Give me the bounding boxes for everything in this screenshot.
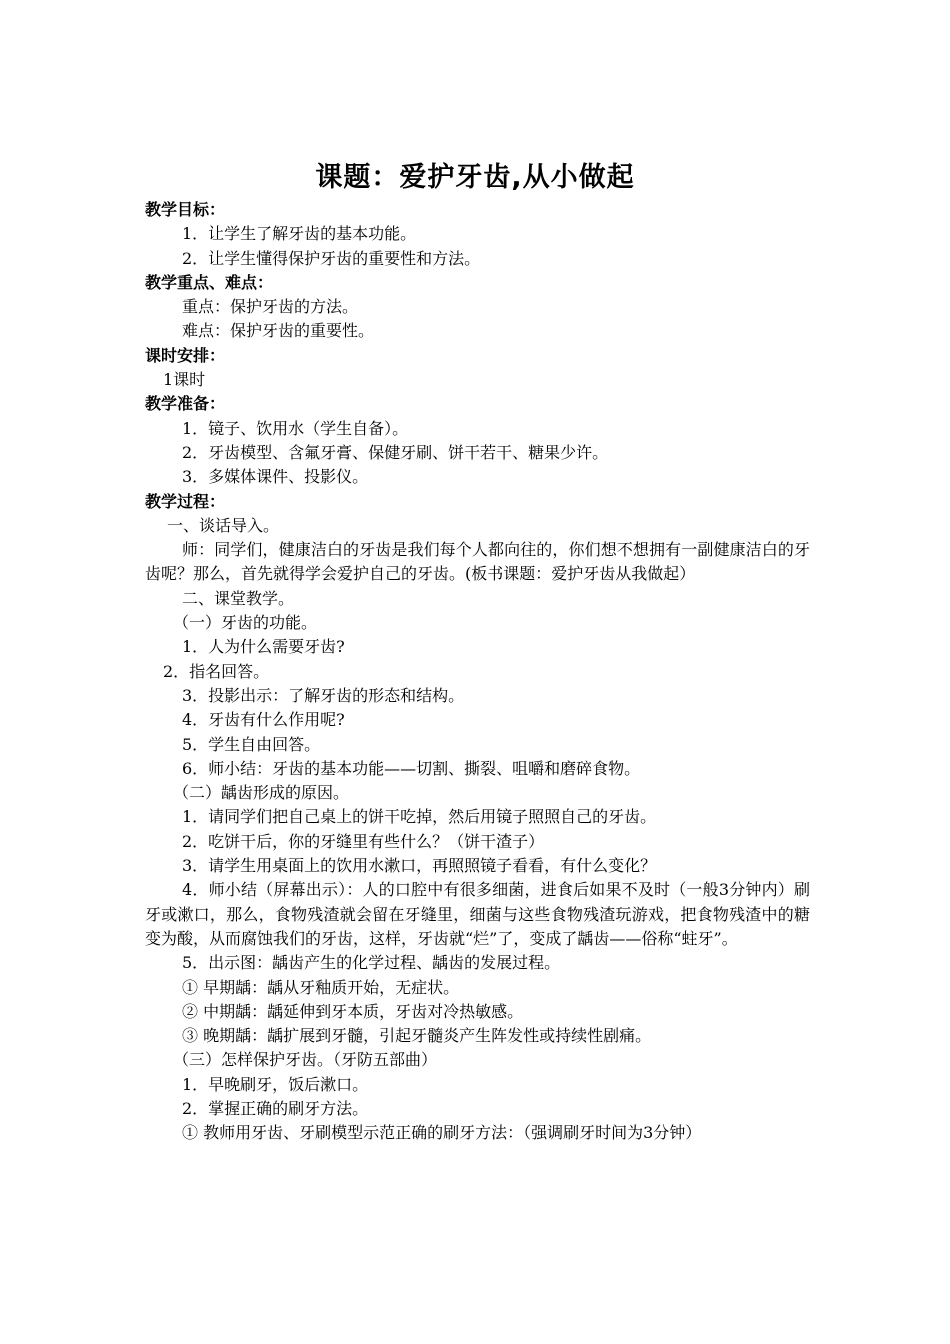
process-heading: 教学过程： [145,491,226,511]
list-item: 2．吃饼干后，你的牙缝里有些什么？（饼干渣子） [182,831,545,851]
list-item: 4．牙齿有什么作用呢? [182,710,345,730]
list-item: 2．掌握正确的刷牙方法。 [182,1098,369,1118]
step-heading: 二、课堂教学。 [182,588,295,608]
list-item: 2．指名回答。 [163,661,270,681]
list-item: 5．学生自由回答。 [182,734,321,754]
section-heading: （三）怎样保护牙齿。（牙防五部曲） [173,1050,438,1070]
stage-item: ① 早期龋：龋从牙釉质开始，无症状。 [182,977,460,997]
prep-item: 3．多媒体课件、投影仪。 [182,467,369,487]
stage-item: ③ 晚期龋：龋扩展到牙髓，引起牙髓炎产生阵发性或持续性剧痛。 [182,1026,652,1046]
list-item: ① 教师用牙齿、牙刷模型示范正确的刷牙方法：（强调刷牙时间为3分钟） [182,1123,702,1143]
time-heading: 课时安排： [145,345,226,365]
list-item: 1．人为什么需要牙齿? [182,637,345,657]
goal-item: 1．让学生了解牙齿的基本功能。 [182,224,417,244]
prep-heading: 教学准备： [145,394,226,414]
key-heading: 教学重点、难点： [145,272,274,292]
list-item: 3．投影出示：了解牙齿的形态和结构。 [182,685,465,705]
list-item: 6．师小结：牙齿的基本功能——切割、撕裂、咀嚼和磨碎食物。 [182,758,641,778]
section-heading: （一）牙齿的功能。 [173,613,318,633]
step-heading: 一、谈话导入。 [167,515,280,535]
prep-item: 2．牙齿模型、含氟牙膏、保健牙刷、饼干若干、糖果少许。 [182,442,609,462]
page-title: 课题：爱护牙齿,从小做起 [315,162,635,193]
goals-heading: 教学目标： [145,200,226,219]
list-item: 3．请学生用桌面上的饮用水漱口，再照照镜子看看，有什么变化？ [182,856,657,876]
stage-item: ② 中期龋：龋延伸到牙本质，牙齿对冷热敏感。 [182,1001,524,1021]
paragraph: 师：同学们，健康洁白的牙齿是我们每个人都向往的，你们想不想拥有一副健康洁白的牙齿呢？那么，首先就得学会爱护自己的牙齿。(板书课题：爱护牙齿从我做起） [145,540,810,584]
list-item: 1．请同学们把自己桌上的饼干吃掉，然后用镜子照照自己的牙齿。 [182,807,657,827]
list-item: 1．早晚刷牙，饭后漱口。 [182,1074,369,1094]
key-point: 重点：保护牙齿的方法。 [182,297,359,317]
time-value: 1课时 [163,370,206,390]
section-heading: （二）龋齿形成的原因。 [173,783,350,803]
list-item: 5．出示图：龋齿产生的化学过程、龋齿的发展过程。 [182,953,561,973]
paragraph: 4．师小结（屏幕出示）：人的口腔中有很多细菌，进食后如果不及时（一般3分钟内）刷牙或漱口，那么，食物残渣就会留在牙缝里，细菌与这些食物残渣玩游戏，把食物残渣中的糖变为酸，从而腐蚀我们的牙齿，这样，牙齿就“烂”了，变成了龋齿——俗称“蛀牙”。 [145,880,810,948]
difficult-point: 难点：保护牙齿的重要性。 [182,321,375,341]
prep-item: 1．镜子、饮用水（学生自备）。 [182,418,409,438]
document-body [145,198,810,1146]
goal-item: 2．让学生懂得保护牙齿的重要性和方法。 [182,248,481,268]
